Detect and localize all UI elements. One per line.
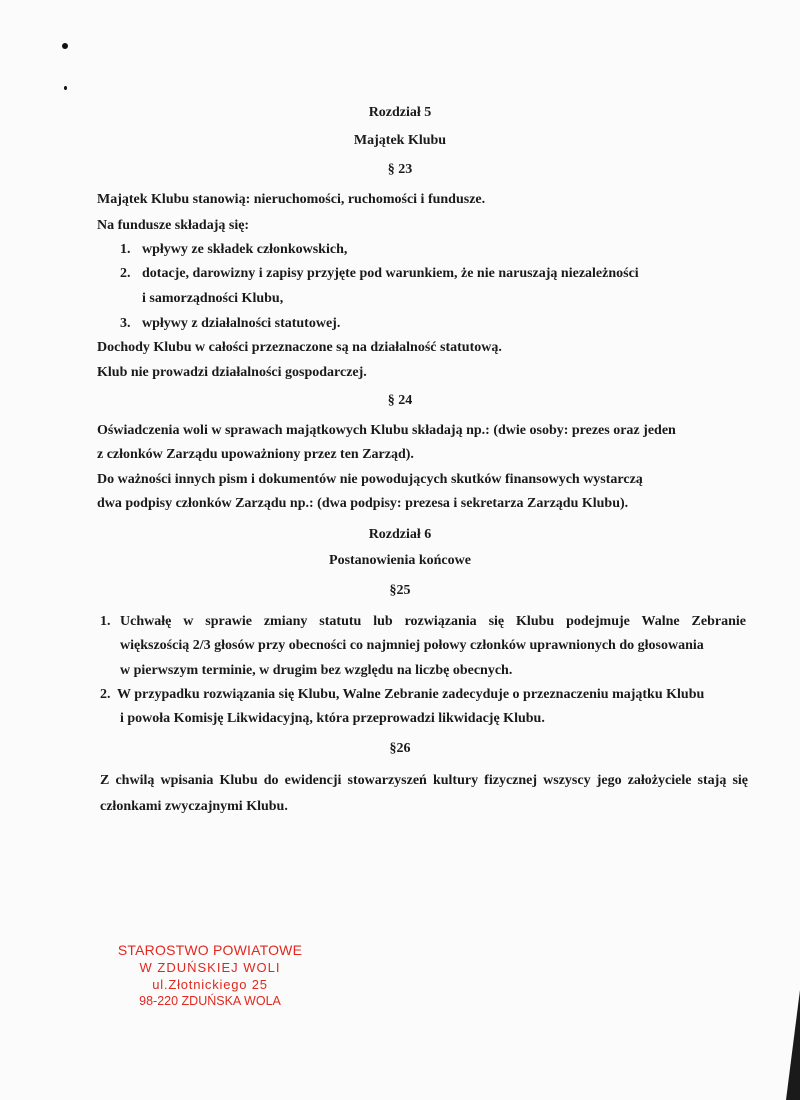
text-line: dwa podpisy członków Zarządu np.: (dwa podpisy: prezesa i sekretarza Zarządu Klubu). [97, 496, 629, 511]
list-number: 3. [120, 316, 131, 331]
list-number: 2. [120, 266, 131, 281]
list-text: dotacje, darowizny i zapisy przyjęte pod warunkiem, że nie naruszają niezależności [142, 266, 639, 281]
punch-mark [64, 86, 67, 90]
text-line: Oświadczenia woli w sprawach majątkowych Klubu składają np.: (dwie osoby: prezes oraz jeden [97, 423, 676, 438]
text-line: Do ważności innych pism i dokumentów nie powodujących skutków finansowych wystarczą [97, 472, 643, 487]
paragraph-sign: §25 [389, 583, 411, 598]
stamp-line: W ZDUŃSKIEJ WOLI [139, 960, 281, 975]
office-stamp [110, 942, 310, 1010]
list-text: wpływy ze składek członkowskich, [142, 242, 348, 257]
text-line: Na fundusze składają się: [97, 218, 250, 233]
chapter-title: Majątek Klubu [353, 133, 447, 148]
stamp-line: ul.Złotnickiego 25 [152, 977, 268, 992]
text-line: Klub nie prowadzi działalności gospodarczej. [97, 365, 367, 380]
paragraph-sign: §26 [389, 741, 411, 756]
text-line: z członków Zarządu upoważniony przez ten Zarząd). [97, 447, 414, 462]
paragraph-sign: § 23 [387, 162, 413, 177]
stamp-line: 98-220 ZDUŃSKA WOLA [139, 994, 281, 1008]
text-line: Uchwałę w sprawie zmiany statutu lub rozwiązania się Klubu podejmuje Walne Zebranie [120, 614, 746, 629]
stamp-line: STAROSTWO POWIATOWE [117, 942, 303, 958]
list-text: i samorządności Klubu, [142, 291, 284, 306]
text-line: w pierwszym terminie, w drugim bez względu na liczbę obecnych. [120, 663, 513, 678]
chapter-title: Postanowienia końcowe [329, 553, 471, 568]
list-item [120, 266, 639, 282]
text-line: większością 2/3 głosów przy obecności co najmniej połowy członków uprawnionych do głosowania [120, 638, 704, 653]
list-text: wpływy z działalności statutowej. [142, 316, 341, 331]
paragraph-sign: § 24 [387, 393, 413, 408]
list-item [120, 291, 283, 307]
text-line: Dochody Klubu w całości przeznaczone są na działalność statutową. [97, 340, 502, 355]
punch-mark [62, 43, 68, 49]
text-line: Majątek Klubu stanowią: nieruchomości, ruchomości i fundusze. [97, 192, 486, 207]
list-number: 2. [100, 687, 111, 702]
list-number: 1. [120, 242, 131, 257]
list-number: 1. [100, 614, 111, 629]
list-item [120, 316, 340, 332]
text-line: Z chwilą wpisania Klubu do ewidencji stowarzyszeń kultury fizycznej wszyscy jego założyciele stają się [100, 773, 748, 788]
chapter-heading: Rozdział 5 [368, 105, 432, 120]
scan-edge-mark [786, 990, 800, 1100]
text-line: i powoła Komisję Likwidacyjną, która przeprowadzi likwidację Klubu. [120, 711, 545, 726]
list-item [120, 242, 347, 258]
text-line: członkami zwyczajnymi Klubu. [100, 799, 288, 814]
text-line: W przypadku rozwiązania się Klubu, Walne Zebranie zadecyduje o przeznaczeniu majątku Klubu [117, 687, 705, 702]
chapter-heading: Rozdział 6 [368, 527, 432, 542]
